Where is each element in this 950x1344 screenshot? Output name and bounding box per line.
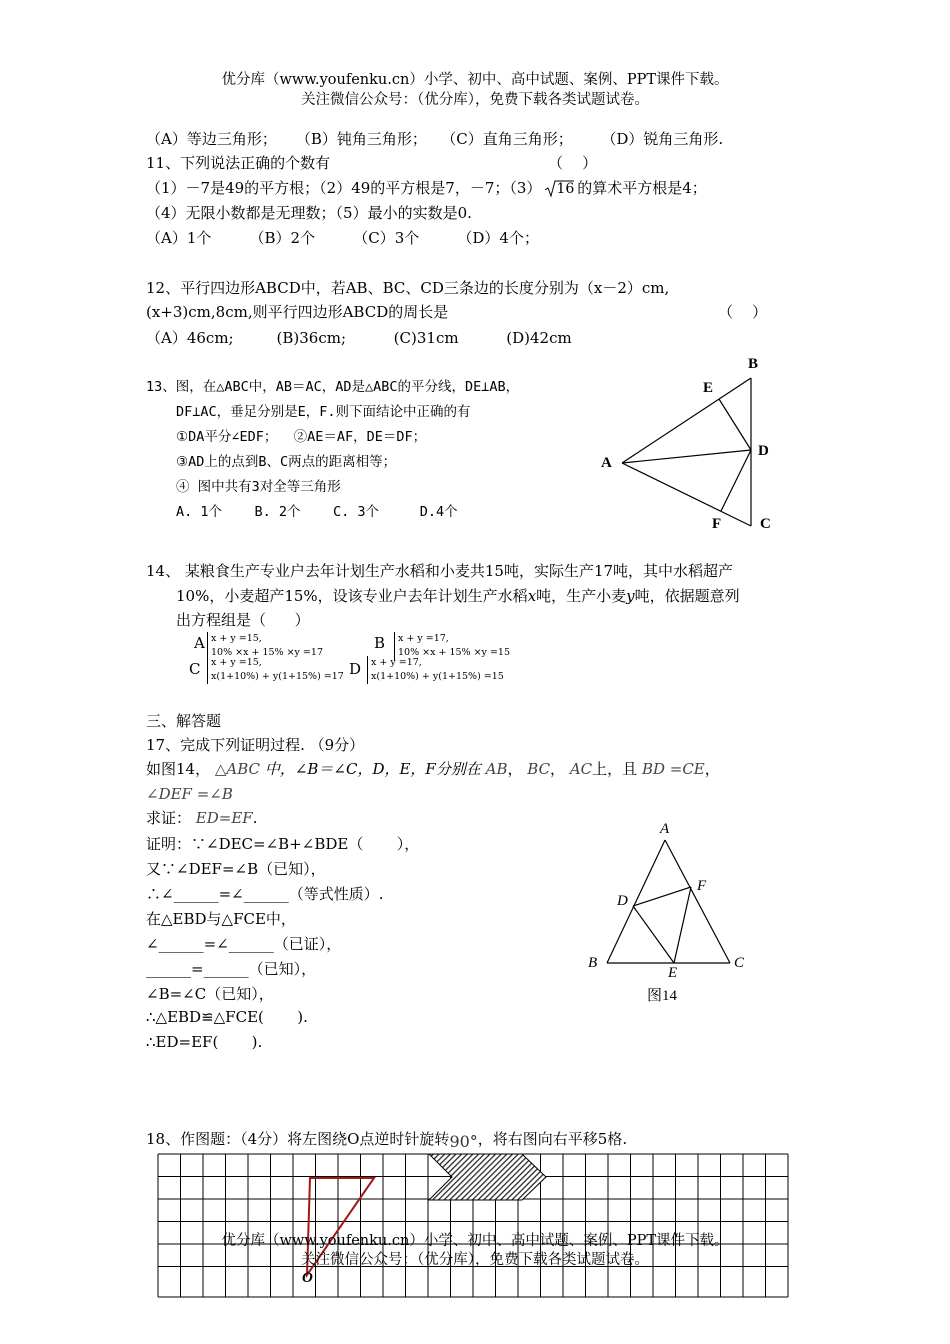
q14-option-c bbox=[207, 656, 344, 684]
q12-paren: （ ） bbox=[718, 303, 768, 321]
q11-line2: （4）无限小数都是无理数；（5）最小的实数是0. bbox=[146, 204, 472, 222]
q14-option-c-eq1: x + y =15, bbox=[211, 657, 262, 668]
q14-option-b-eq2: 10% ×x + 15% ×y =15 bbox=[398, 647, 510, 658]
fig14-segment-de bbox=[633, 906, 674, 963]
q14-option-b-eq1: x + y =17, bbox=[398, 633, 449, 644]
fig14-label-b: B bbox=[588, 955, 598, 971]
fig14-label-e: E bbox=[668, 965, 678, 981]
q17-line1-a: 如图14， bbox=[146, 760, 211, 778]
segment-bc: BC bbox=[527, 760, 551, 778]
q14-option-a-eq2: 10% ×x + 15% ×y =17 bbox=[211, 647, 323, 658]
q13-line5: ④ 图中共有3对全等三角形 bbox=[176, 479, 341, 495]
q14-option-a-label: A bbox=[194, 634, 205, 652]
q13-label-d: D bbox=[758, 443, 769, 459]
var-y: y bbox=[626, 587, 635, 605]
q11-paren: （ ） bbox=[548, 154, 598, 172]
figure-14 bbox=[580, 815, 760, 1010]
bd-equals-ce: BD =CE bbox=[641, 760, 705, 778]
sqrt-icon bbox=[544, 179, 574, 199]
q17-line1-c: 上，且 bbox=[592, 760, 638, 778]
q14-line2-a: 10%，小麦超产15%，设该专业户去年计划生产水稻 bbox=[176, 587, 528, 605]
q14-line1: 14、 某粮食生产专业户去年计划生产水稻和小麦共15吨，实际生产17吨，其中水稻超产 bbox=[146, 562, 734, 580]
proof-line-9: ∴ED=EF( ). bbox=[146, 1033, 263, 1051]
q14-option-b-label: B bbox=[374, 634, 386, 652]
q13-line1: 13、图，在△ABC中，AB＝AC，AD是△ABC的平分线，DE⊥AB， bbox=[146, 379, 520, 395]
q17-line1-b: 中，∠B＝∠C，D，E，F分别在 bbox=[264, 760, 481, 778]
q18-stem-b: ，将右图向右平移5格. bbox=[477, 1130, 628, 1148]
proof-line-8: ∴△EBD≌△FCE( ). bbox=[146, 1008, 308, 1026]
q11-line1 bbox=[146, 177, 707, 198]
fig14-segment-ac bbox=[665, 840, 730, 963]
q13-label-e: E bbox=[703, 380, 714, 396]
q13-label-c: C bbox=[760, 516, 771, 532]
fig14-segment-ef bbox=[674, 887, 691, 963]
fig14-label-c: C bbox=[734, 955, 745, 971]
fig14-caption: 图14 bbox=[647, 988, 678, 1004]
segment-ac: AC bbox=[569, 760, 593, 778]
q12-options: （A）46cm; (B)36cm; (C)31cm (D)42cm bbox=[146, 329, 572, 347]
q14-option-d-eq2: x(1+10%) + y(1+15%) =15 bbox=[371, 671, 504, 682]
q13-segment-ac bbox=[622, 463, 751, 526]
q17-prove-label: 求证： bbox=[146, 809, 192, 827]
q13-line2: DF⊥AC，垂足分别是E，F.则下面结论中正确的有 bbox=[176, 404, 471, 420]
q17-line1: 如图14， △ABC 中，∠B＝∠C，D，E，F分别在 AB， BC， AC上，且 BD =CE， bbox=[146, 760, 720, 778]
proof-line-3: ∴∠______=∠______（等式性质）. bbox=[146, 885, 384, 903]
q14-line2-b: 吨，生产小麦 bbox=[536, 587, 627, 605]
q14-line2 bbox=[176, 585, 740, 606]
sqrt-arg: 16 bbox=[556, 181, 575, 197]
segment-ab: AB bbox=[485, 760, 508, 778]
q13-options: A. 1个 B. 2个 C. 3个 D.4个 bbox=[176, 504, 458, 520]
q14-option-c-eq2: x(1+10%) + y(1+15%) =17 bbox=[211, 671, 344, 682]
q17-prove: 求证： ED=EF. bbox=[146, 809, 258, 827]
proof-line-7: ∠B=∠C（已知）， bbox=[146, 985, 274, 1003]
angle-def-eq: ∠DEF =∠B bbox=[146, 785, 233, 803]
footer-line-1: 优分库（www.youfenku.cn）小学、初中、高中试题、案例、PPT课件下载。 bbox=[221, 1233, 729, 1249]
proof-line-1: 证明：∵∠DEC=∠B+∠BDE（ ）， bbox=[146, 835, 420, 853]
q12-line2: (x+3)cm,8cm,则平行四边形ABCD的周长是 bbox=[146, 303, 449, 321]
q13-segment-ad bbox=[622, 450, 751, 463]
proof-line-4: 在△EBD与△FCE中， bbox=[146, 910, 296, 928]
proof-line-5: ∠______=∠______（已证）， bbox=[146, 935, 342, 953]
q13-line4: ③AD上的点到B、C两点的距离相等； bbox=[176, 454, 397, 470]
sqrt-expression bbox=[544, 181, 574, 197]
q11-options: （A）1个 （B）2个 （C）3个 （D）4个； bbox=[146, 229, 539, 247]
q13-segment-df bbox=[721, 450, 751, 511]
fig14-label-a: A bbox=[660, 821, 670, 837]
fig14-label-d: D bbox=[617, 893, 628, 909]
q13-segment-ab bbox=[622, 378, 751, 463]
fig14-segment-ab bbox=[607, 840, 665, 963]
q13-figure bbox=[590, 350, 790, 540]
q14-line2-c: 吨，依据题意列 bbox=[634, 587, 740, 605]
q18-angle: 90° bbox=[449, 1132, 478, 1151]
point-o-label: O bbox=[302, 1270, 313, 1286]
q14-line3: 出方程组是（ ） bbox=[176, 611, 310, 629]
q13-label-b: B bbox=[748, 356, 759, 372]
q18-stem bbox=[146, 1128, 627, 1149]
q13-line3: ①DA平分∠EDF； ②AE＝AF，DE＝DF； bbox=[176, 429, 427, 445]
q14-option-d-eq1: x + y =17, bbox=[371, 657, 422, 668]
q14-option-a-eq1: x + y =15, bbox=[211, 633, 262, 644]
proof-line-6: ______=______（已知）， bbox=[146, 960, 317, 978]
var-x: x bbox=[527, 587, 537, 605]
q18-grid-figure bbox=[150, 1148, 800, 1308]
q13-segment-de bbox=[719, 399, 751, 450]
q10-options: （A）等边三角形； （B）钝角三角形； （C）直角三角形； （D）锐角三角形. bbox=[146, 130, 724, 148]
section-3-heading: 三、解答题 bbox=[146, 712, 222, 730]
header-line-2: 关注微信公众号：（优分库），免费下载各类试题试卷。 bbox=[301, 92, 649, 108]
q14-option-d bbox=[367, 656, 504, 684]
q14-option-c-label: C bbox=[189, 660, 201, 678]
proof-line-2: 又∵∠DEF=∠B（已知）， bbox=[146, 860, 326, 878]
q11-stem: 11、下列说法正确的个数有 bbox=[146, 154, 331, 172]
fig14-label-f: F bbox=[697, 878, 707, 894]
header-line-1: 优分库（www.youfenku.cn）小学、初中、高中试题、案例、PPT课件下载。 bbox=[221, 72, 729, 88]
footer-line-2: 关注微信公众号：（优分库），免费下载各类试题试卷。 bbox=[301, 1252, 649, 1268]
q12-line1: 12、平行四边形ABCD中，若AB、BC、CD三条边的长度分别为（x－2）cm, bbox=[146, 279, 670, 297]
q13-label-f: F bbox=[712, 516, 722, 532]
triangle-abc: △ABC bbox=[214, 760, 261, 778]
q17-prove-expr: ED=EF bbox=[195, 809, 253, 827]
q11-line1-a: （1）－7是49的平方根；（2）49的平方根是7，－7；（3） bbox=[146, 179, 542, 197]
q18-stem-a: 18、作图题：（4分）将左图绕O点逆时针旋转 bbox=[146, 1130, 450, 1148]
q13-label-a: A bbox=[601, 455, 612, 471]
q17-title: 17、完成下列证明过程. （9分） bbox=[146, 736, 365, 754]
q11-line1-b: 的算术平方根是4； bbox=[577, 179, 707, 197]
q14-option-d-label: D bbox=[349, 660, 362, 678]
